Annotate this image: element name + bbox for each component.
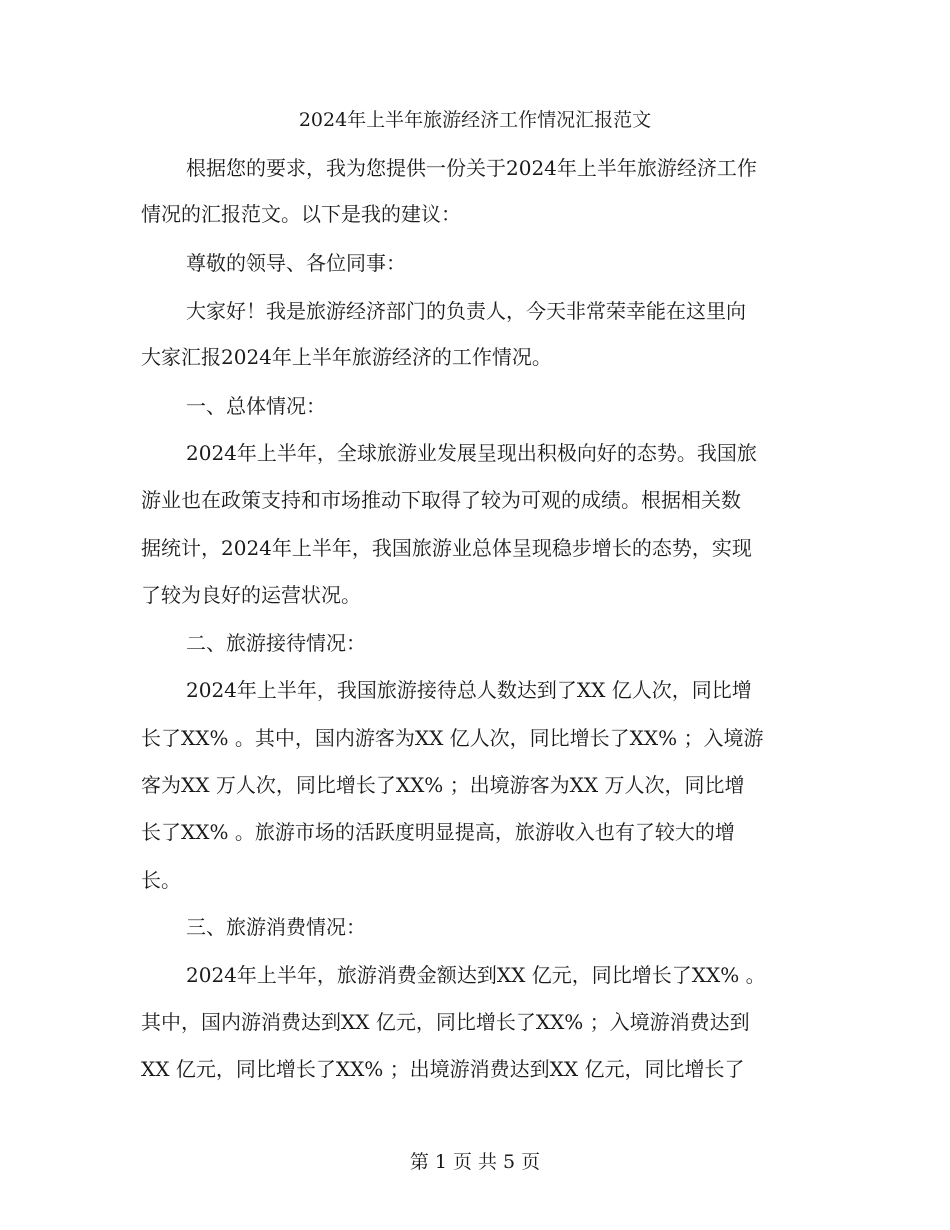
paragraph-line: 长了XX% 。旅游市场的活跃度明显提高，旅游收入也有了较大的增 xyxy=(141,820,735,844)
paragraph-line: 据统计，2024年上半年，我国旅游业总体呈现稳步增长的态势，实现 xyxy=(141,536,752,560)
paragraph-line: 大家汇报2024年上半年旅游经济的工作情况。 xyxy=(141,345,552,369)
paragraph-line: 2024年上半年，我国旅游接待总人数达到了XX 亿人次，同比增 xyxy=(186,678,752,702)
paragraph-line: 根据您的要求，我为您提供一份关于2024年上半年旅游经济工作 xyxy=(186,156,757,180)
paragraph-line: 大家好！我是旅游经济部门的负责人，今天非常荣幸能在这里向 xyxy=(186,299,746,323)
paragraph-line: 游业也在政策支持和市场推动下取得了较为可观的成绩。根据相关数 xyxy=(141,488,741,512)
paragraph-line: 2024年上半年，全球旅游业发展呈现出积极向好的态势。我国旅 xyxy=(186,441,757,465)
paragraph-line: 客为XX 万人次，同比增长了XX% ；出境游客为XX 万人次，同比增 xyxy=(141,773,745,797)
paragraph-line: 2024年上半年，旅游消费金额达到XX 亿元，同比增长了XX% 。 xyxy=(186,963,766,987)
paragraph-line: 尊敬的领导、各位同事： xyxy=(186,251,406,275)
paragraph-line: 了较为良好的运营状况。 xyxy=(141,583,361,607)
section-heading: 二、旅游接待情况： xyxy=(186,631,366,655)
section-heading: 三、旅游消费情况： xyxy=(186,915,366,939)
paragraph-line: 长了XX% 。其中，国内游客为XX 亿人次，同比增长了XX% ；入境游 xyxy=(141,726,764,750)
section-heading: 一、总体情况： xyxy=(186,394,326,418)
document-title: 2024年上半年旅游经济工作情况汇报范文 xyxy=(298,109,652,131)
paragraph-line: 其中，国内游消费达到XX 亿元，同比增长了XX% ；入境游消费达到 xyxy=(141,1010,750,1034)
paragraph-line: 情况的汇报范文。以下是我的建议： xyxy=(141,202,461,226)
paragraph-line: XX 亿元，同比增长了XX% ；出境游消费达到XX 亿元，同比增长了 xyxy=(141,1057,745,1081)
paragraph-line: 长。 xyxy=(141,868,181,892)
page-number-footer: 第 1 页 共 5 页 xyxy=(409,1151,541,1173)
